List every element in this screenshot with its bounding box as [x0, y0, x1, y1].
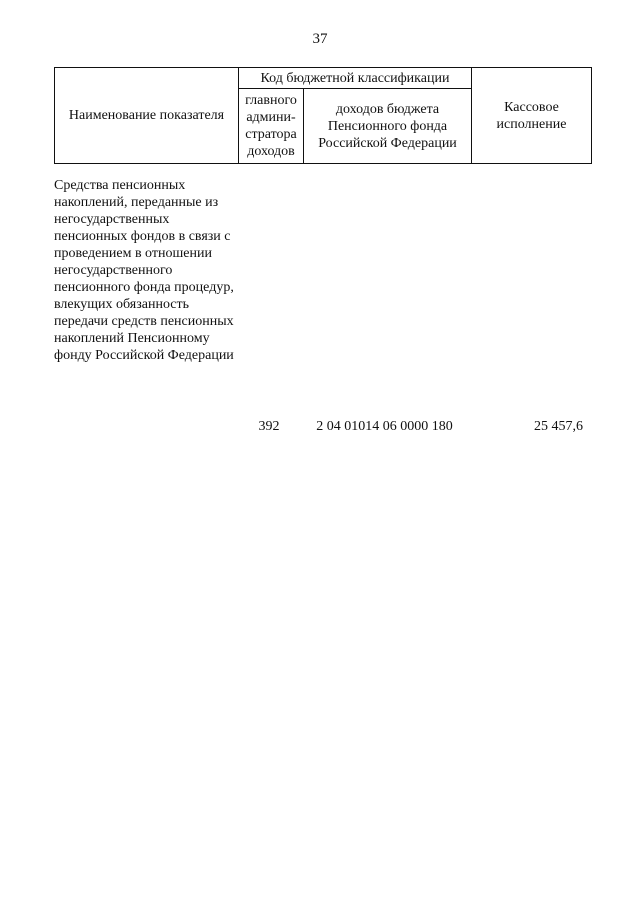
- cash-execution-header: [472, 68, 592, 164]
- cash-execution-header-label: Кассовое исполнение: [496, 99, 567, 132]
- page-number: 37: [312, 31, 328, 47]
- table-header: [54, 67, 592, 164]
- classification-code-header: [239, 68, 472, 89]
- pension-fund-revenue-header: [304, 89, 472, 164]
- indicator-name: Средства пенсионных накоплений, переданные из негосударственных пенсионных фондов в связи с проведением в отношении негосударственного пенсионного фонда процедур, влекущих обязанность передачи средств пенсионных накоплений Пенсионному фонду Российской Федерации: [54, 178, 234, 363]
- indicator-header: [55, 68, 239, 164]
- admin-code: 392: [258, 419, 280, 434]
- chief-administrator-header: [239, 89, 304, 164]
- budget-classification-code: 2 04 01014 06 0000 180: [316, 419, 453, 434]
- cash-execution-value: 25 457,6: [534, 419, 583, 434]
- chief-administrator-header-label: главного админи-стратора доходов: [245, 93, 297, 159]
- pension-fund-revenue-header-label: доходов бюджета Пенсионного фонда Российской Федерации: [318, 101, 457, 151]
- classification-code-header-label: Код бюджетной классификации: [260, 70, 450, 86]
- indicator-header-label: Наименование показателя: [68, 108, 225, 123]
